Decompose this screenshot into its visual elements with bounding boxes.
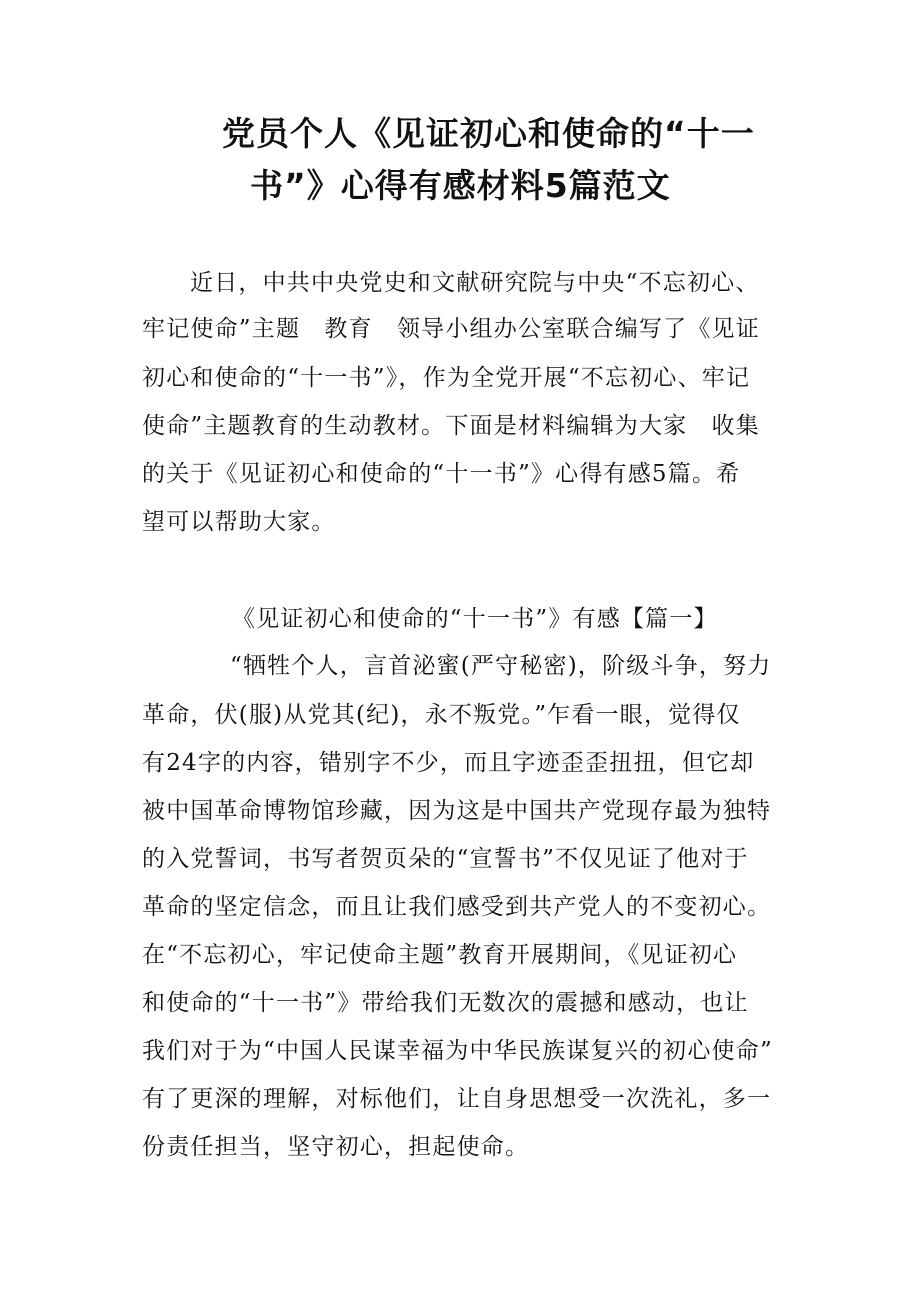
section-heading: 《见证初心和使命的“十一书”》有感【篇一】 <box>232 606 718 632</box>
section-line-9: 我们对于为“中国人民谋幸福为中华民族谋复兴的初心使命” <box>142 1038 773 1064</box>
section-line-11: 份责任担当，坚守初心，担起使命。 <box>142 1134 530 1160</box>
section-line-1: “牺牲个人，言首泌蜜(严守秘密)，阶级斗争，努力 <box>230 653 772 679</box>
intro-line-6: 望可以帮助大家。 <box>142 509 336 535</box>
intro-line-2: 牢记使命”主题 教育 领导小组办公室联合编写了《见证 <box>142 316 760 342</box>
section-line-2: 革命，伏(服)从党其(纪)，永不叛党。”乍看一眼，觉得仅 <box>142 702 741 728</box>
intro-line-3: 初心和使命的“十一书”》，作为全党开展“不忘初心、牢记 <box>142 365 751 391</box>
section-line-10: 有了更深的理解，对标他们，让自身思想受一次洗礼，多一 <box>142 1086 772 1112</box>
section-line-6: 革命的坚定信念，而且让我们感受到共产党人的不变初心。 <box>142 894 772 920</box>
document-title-line-2: 书”》心得有感材料5篇范文 <box>250 166 671 205</box>
section-line-3: 有24字的内容，错别字不少，而且字迹歪歪扭扭，但它却 <box>142 750 755 776</box>
section-line-4: 被中国革命博物馆珍藏，因为这是中国共产党现存最为独特 <box>142 798 772 824</box>
section-line-8: 和使命的“十一书”》带给我们无数次的震撼和感动，也让 <box>142 990 749 1016</box>
intro-line-1: 近日，中共中央党史和文献研究院与中央“不忘初心、 <box>190 270 760 296</box>
intro-line-5: 的关于《见证初心和使命的“十一书”》心得有感5篇。希 <box>142 461 741 487</box>
intro-line-4: 使命”主题教育的生动教材。下面是材料编辑为大家 收集 <box>142 413 760 439</box>
document-title-line-1: 党员个人《见证初心和使命的“十一 <box>222 114 755 153</box>
section-line-7: 在“不忘初心，牢记使命主题”教育开展期间，《见证初心 <box>142 942 738 968</box>
section-line-5: 的入党誓词，书写者贺页朵的“宣誓书”不仅见证了他对于 <box>142 846 749 872</box>
